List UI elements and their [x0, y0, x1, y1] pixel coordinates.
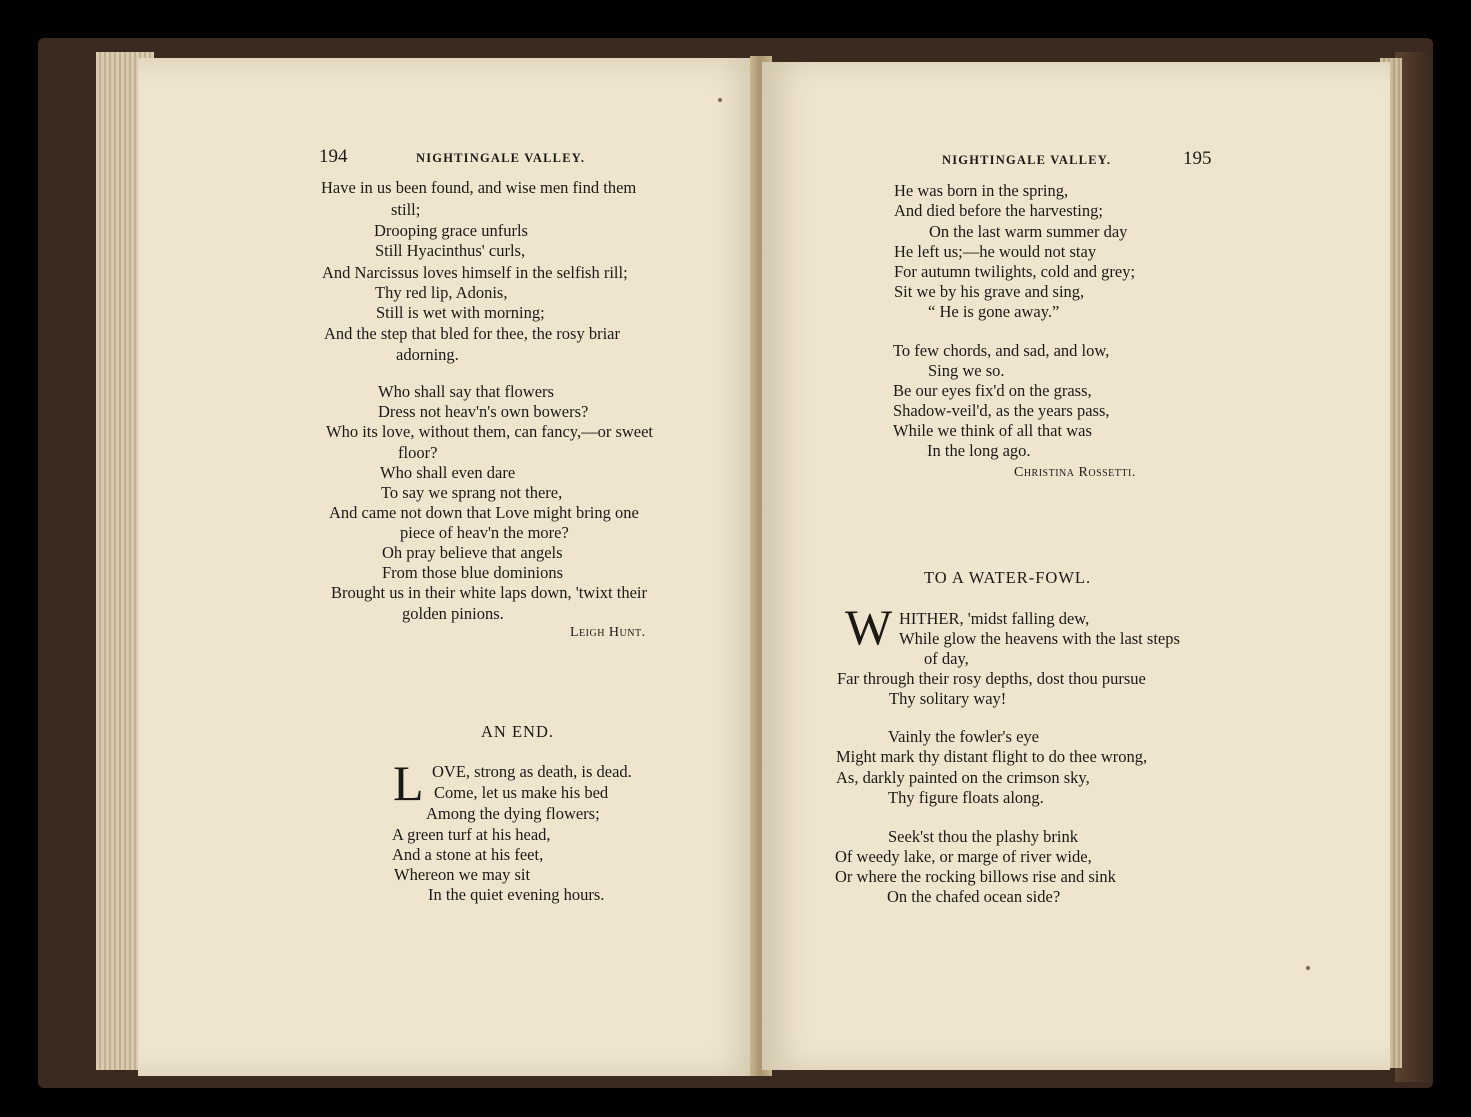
verse-line: Among the dying flowers; [426, 804, 600, 823]
verse-line: of day, [924, 649, 969, 668]
verse-line: Or where the rocking billows rise and sink [835, 867, 1116, 886]
verse-line: Have in us been found, and wise men find them [321, 178, 637, 197]
verse-line: HITHER, 'midst falling dew, [899, 609, 1090, 628]
verse-line: golden pinions. [402, 604, 504, 623]
verse-line: Thy red lip, Adonis, [375, 283, 508, 302]
verse-line: A green turf at his head, [392, 825, 551, 844]
verse-line: To say we sprang not there, [381, 483, 563, 502]
verse-line: In the quiet evening hours. [428, 885, 605, 904]
verse-line: piece of heav'n the more? [400, 523, 569, 542]
verse-line: Of weedy lake, or marge of river wide, [835, 847, 1092, 866]
verse-line: While glow the heavens with the last steps [899, 629, 1180, 648]
verse-line: And came not down that Love might bring one [329, 503, 639, 522]
verse-line: Still is wet with morning; [376, 303, 545, 322]
verse-line: In the long ago. [927, 441, 1031, 460]
poem-title: TO A WATER-FOWL. [924, 568, 1092, 587]
verse-line: Sing we so. [928, 361, 1005, 380]
verse-line: “ He is gone away.” [928, 302, 1060, 321]
verse-line: Oh pray believe that angels [382, 543, 563, 562]
verse-line: OVE, strong as death, is dead. [432, 762, 632, 781]
page-speck [718, 98, 722, 102]
verse-line: And a stone at his feet, [392, 845, 544, 864]
verse-line: On the chafed ocean side? [887, 887, 1061, 906]
right-page [762, 62, 1390, 1070]
verse-line: As, darkly painted on the crimson sky, [836, 768, 1090, 787]
verse-line: To few chords, and sad, and low, [893, 341, 1110, 360]
verse-line: Who its love, without them, can fancy,—or sweet [326, 422, 654, 441]
poem-author: Christina Rossetti. [1014, 465, 1136, 480]
verse-line: From those blue dominions [382, 563, 564, 582]
verse-line: And Narcissus loves himself in the selfish rill; [322, 263, 628, 282]
poem-author: Leigh Hunt. [570, 625, 646, 640]
verse-line: He was born in the spring, [894, 181, 1069, 200]
verse-line: Come, let us make his bed [434, 783, 609, 802]
page-number: 194 [319, 146, 348, 167]
verse-line: Who shall even dare [380, 463, 516, 482]
verse-line: Shadow-veil'd, as the years pass, [893, 401, 1110, 420]
verse-line: Might mark thy distant flight to do thee wrong, [836, 747, 1148, 766]
verse-line: And died before the harvesting; [894, 201, 1103, 220]
verse-line: Thy figure floats along. [888, 788, 1044, 807]
verse-line: Who shall say that flowers [378, 382, 554, 401]
verse-line: And the step that bled for thee, the rosy briar [324, 324, 620, 343]
verse-line: For autumn twilights, cold and grey; [894, 262, 1136, 281]
verse-line: still; [391, 200, 421, 219]
verse-line: Brought us in their white laps down, 'twixt their [331, 583, 647, 602]
verse-line: Seek'st thou the plashy brink [888, 827, 1078, 846]
running-head: NIGHTINGALE VALLEY. [942, 153, 1112, 167]
verse-line: Whereon we may sit [394, 865, 531, 884]
drop-cap: L [393, 755, 424, 811]
page-speck [1306, 966, 1310, 970]
verse-line: Far through their rosy depths, dost thou pursue [837, 669, 1146, 688]
poem-title: AN END. [481, 722, 554, 741]
verse-line: Still Hyacinthus' curls, [375, 241, 526, 260]
drop-cap: W [845, 599, 893, 655]
verse-line: He left us;—he would not stay [894, 242, 1097, 261]
verse-line: Be our eyes fix'd on the grass, [893, 381, 1092, 400]
left-page [138, 58, 760, 1076]
verse-line: While we think of all that was [893, 421, 1092, 440]
verse-line: Dress not heav'n's own bowers? [378, 402, 589, 421]
verse-line: floor? [398, 443, 438, 462]
page-number: 195 [1183, 148, 1212, 169]
verse-line: On the last warm summer day [929, 222, 1128, 241]
verse-line: Sit we by his grave and sing, [894, 282, 1085, 301]
verse-line: Vainly the fowler's eye [888, 727, 1039, 746]
running-head: NIGHTINGALE VALLEY. [416, 151, 586, 165]
verse-line: Thy solitary way! [889, 689, 1007, 708]
verse-line: adorning. [396, 345, 459, 364]
verse-line: Drooping grace unfurls [374, 221, 528, 240]
